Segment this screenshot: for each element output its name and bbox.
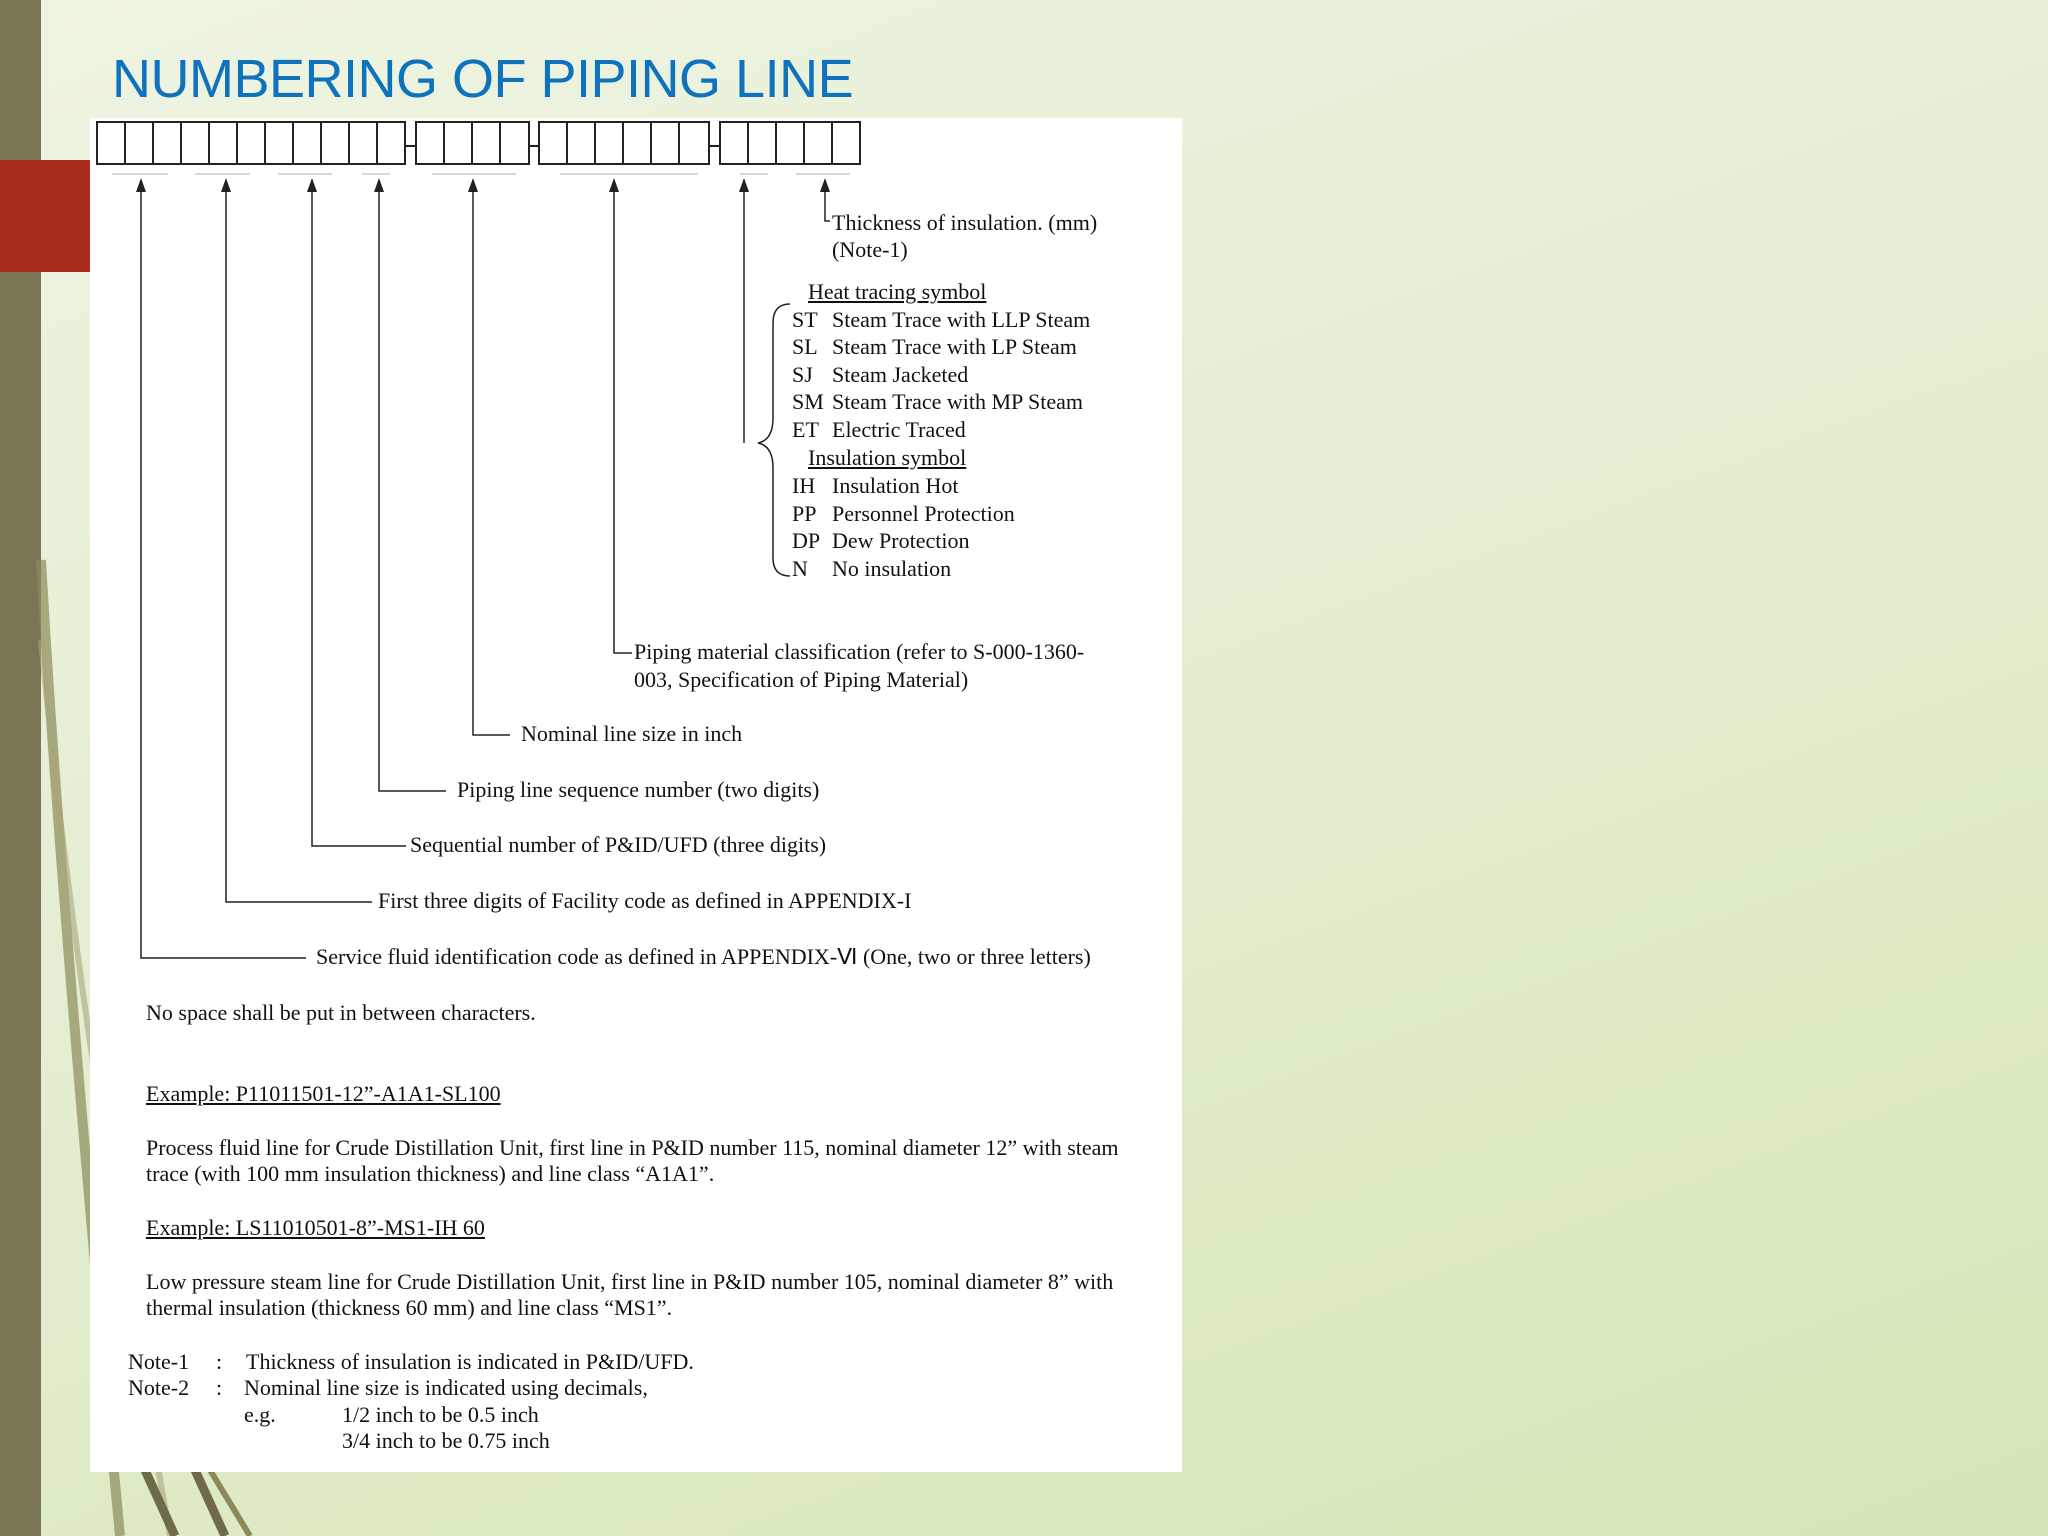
sequence-number-label: Piping line sequence number (two digits) <box>457 777 820 802</box>
example1-title: Example: P11011501-12”-A1A1-SL100 <box>146 1081 501 1106</box>
insulation-title: Insulation symbol <box>808 445 967 470</box>
nominal-size-label: Nominal line size in inch <box>521 721 743 746</box>
numbering-document: Thickness of insulation. (mm) (Note-1) Heat tracing symbol ST Steam Trace with LLP Steam SL Steam Trace with LP Steam SJ Steam Jacketed SM Steam Trace with MP Steam ET Electric Traced Insulation symbol IH Insulation Hot PP Personnel Protection DP Dew Protection N No insulation Piping material classification (refer to S-000-1360- 003, Specification of Piping Material) Nominal line size in inch Piping line sequence number (two digits) Sequential number of P&ID/UFD (three digits) First three digits of Facility code as defined in APPENDIX-I Service fluid identification code as defined in APPENDIX-Ⅵ (One, two or three letters) No space shall be put in between characters. Example: P11011501-12”-A1A1-SL100 Process fluid line for Crude Distillation Unit, first line in P&ID number 115, nominal diameter 12” with steam trace (with 100 mm insulation thickness) and line class “A1A1”. Example: LS11010501-8”-MS1-IH 60 Low pressure steam line for Crude Distillation Unit, first line in P&ID number 105, nominal diameter 8” with thermal insulation (thickness 60 mm) and line class “MS1”. Note-1 : Thickness of insulation is indicated in P&ID/UFD. Note-2 : Nominal line size is indicated using decimals, e.g. 1/2 inch to be 0.5 inch 3/4 inch to be 0.75 inch <box>90 118 1182 1472</box>
heat-tracing-title: Heat tracing symbol <box>808 279 987 304</box>
example2-line1: Low pressure steam line for Crude Distillation Unit, first line in P&ID number 105, nominal diameter 8” with <box>146 1269 1114 1294</box>
example2-line2: thermal insulation (thickness 60 mm) and line class “MS1”. <box>146 1295 673 1320</box>
piping-material-line2: 003, Specification of Piping Material) <box>634 667 969 692</box>
thickness-note: (Note-1) <box>832 237 908 262</box>
pid-sequential-label: Sequential number of P&ID/UFD (three digits) <box>410 832 827 857</box>
thickness-label: Thickness of insulation. (mm) <box>832 210 1098 235</box>
note1-text: Thickness of insulation is indicated in P&ID/UFD. <box>246 1349 694 1374</box>
note1-label: Note-1 <box>128 1349 190 1374</box>
eg-line2: 3/4 inch to be 0.75 inch <box>342 1428 550 1453</box>
note2-text: Nominal line size is indicated using decimals, <box>244 1375 648 1400</box>
note2-colon: : <box>216 1375 223 1400</box>
service-fluid-label: Service fluid identification code as defined in APPENDIX-Ⅵ (One, two or three letters) <box>316 944 1091 969</box>
note1-colon: : <box>216 1349 223 1374</box>
no-space-note: No space shall be put in between characters. <box>146 1000 536 1025</box>
note2-label: Note-2 <box>128 1375 190 1400</box>
example1-line2: trace (with 100 mm insulation thickness) and line class “A1A1”. <box>146 1161 715 1186</box>
example2-title: Example: LS11010501-8”-MS1-IH 60 <box>146 1215 485 1240</box>
facility-code-label: First three digits of Facility code as defined in APPENDIX-I <box>378 888 912 913</box>
piping-material-line1: Piping material classification (refer to S-000-1360- <box>634 639 1085 664</box>
eg-label: e.g. <box>244 1402 276 1427</box>
eg-line1: 1/2 inch to be 0.5 inch <box>342 1402 539 1427</box>
slide-title: NUMBERING OF PIPING LINE <box>112 49 854 109</box>
example1-line1: Process fluid line for Crude Distillation Unit, first line in P&ID number 115, nominal diameter 12” with steam <box>146 1135 1119 1160</box>
